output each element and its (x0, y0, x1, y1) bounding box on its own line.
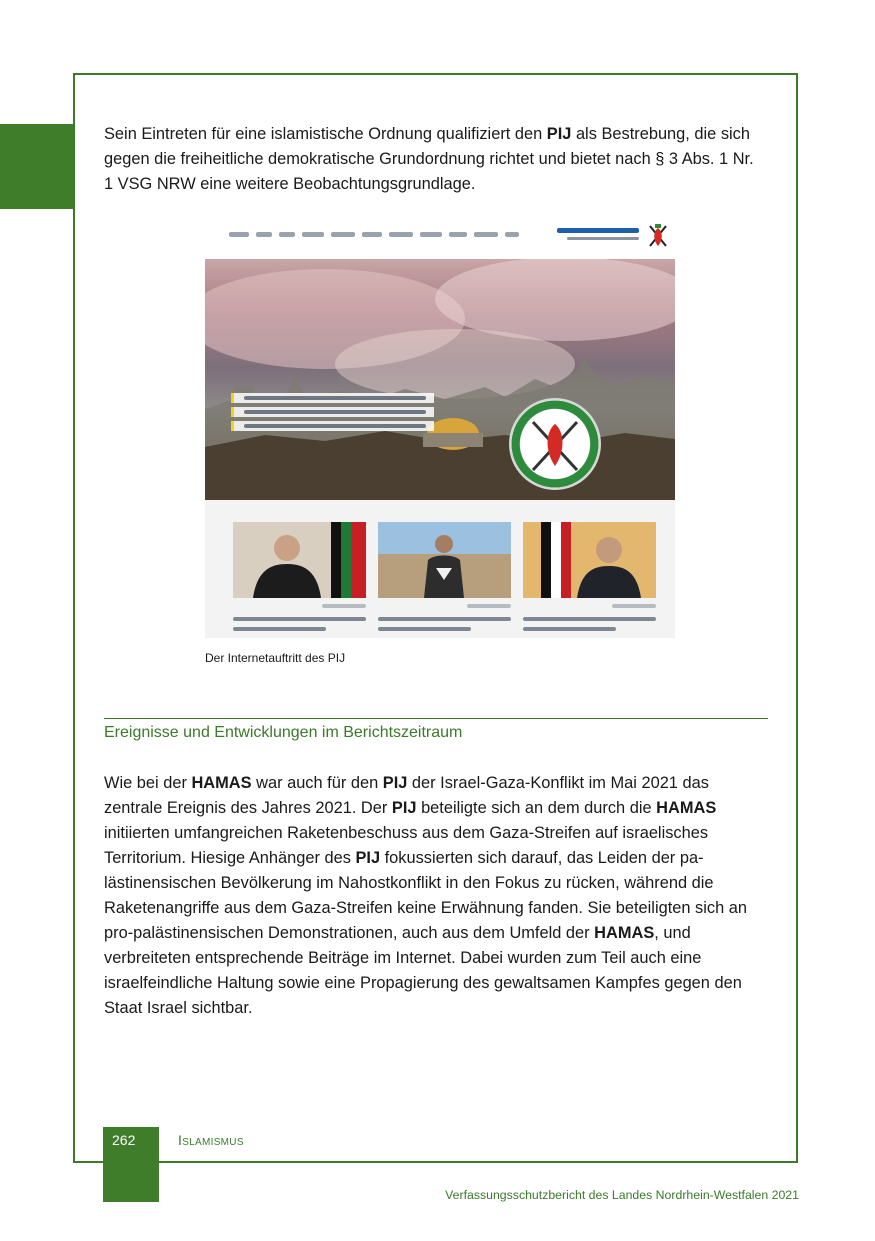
bold-term: PIJ (355, 849, 381, 867)
bold-term: PIJ (391, 799, 417, 817)
website-brand-text (555, 225, 641, 245)
page-number: 262 (112, 1132, 136, 1148)
pij-emblem-icon (511, 400, 599, 488)
chapter-title: Islamismus (178, 1132, 244, 1148)
bold-term: PIJ (546, 125, 572, 143)
website-nav-bar (205, 215, 675, 259)
news-card (233, 522, 366, 631)
news-photo (378, 522, 511, 598)
side-color-tab (0, 124, 75, 209)
page-number-box (103, 1127, 159, 1202)
bold-term: HAMAS (191, 774, 252, 792)
bold-term: HAMAS (656, 799, 717, 817)
news-photo (233, 522, 366, 598)
news-photo (523, 522, 656, 598)
city-skyline-image (205, 259, 675, 500)
news-card (378, 522, 511, 631)
hero-headlines (231, 393, 434, 435)
website-hero-banner (205, 259, 675, 500)
news-cards (233, 522, 656, 631)
section-divider (104, 718, 768, 719)
website-nav-links (229, 232, 519, 237)
section-heading: Ereignisse und Entwicklungen im Berichtszeitraum (104, 724, 463, 741)
bold-term: HAMAS (594, 924, 655, 942)
pij-logo-icon (647, 222, 669, 250)
figure-caption: Der Internetauftritt des PIJ (205, 651, 346, 665)
news-card (523, 522, 656, 631)
website-screenshot (205, 215, 675, 638)
body-paragraph: Wie bei der HAMAS war auch für den PIJ der Israel-Gaza-Konflikt im Mai 2021 das zentrale Ereignis des Jahres 2021. Der PIJ beteiligte sich an dem durch die HAMAS initiierten umfangreichen Raketenbeschuss aus dem Gaza-Streifen auf israelisches Territorium. Hiesige Anhänger des PIJ fokussierten sich darauf, das Leiden der pa-lästinensischen Bevölkerung im Nahostkonflikt in den Fokus zu rücken, während die Raketenangriffe aus dem Gaza-Streifen keine Erwähnung fanden. Sie beteiligten sich an pro-palästinensischen Demonstrationen, auch aus dem Umfeld der HAMAS, und verbreiteten entsprechende Beiträge im Internet. Dabei wurden zum Teil auch eine israelfeindliche Haltung sowie eine Propagierung des gewaltsamen Kampfes gegen den Staat Israel sichtbar. (104, 774, 747, 1017)
publication-footer: Verfassungsschutzbericht des Landes Nordrhein-Westfalen 2021 (445, 1188, 799, 1202)
intro-paragraph: Sein Eintreten für eine islamistische Ordnung qualifiziert den PIJ als Bestrebung, die sich gegen die freiheitliche demokratische Grundordnung richtet und bietet nach § 3 Abs. 1 Nr. 1 VSG NRW eine weitere Beobachtungsgrundlage. (104, 125, 754, 193)
bold-term: PIJ (382, 774, 408, 792)
